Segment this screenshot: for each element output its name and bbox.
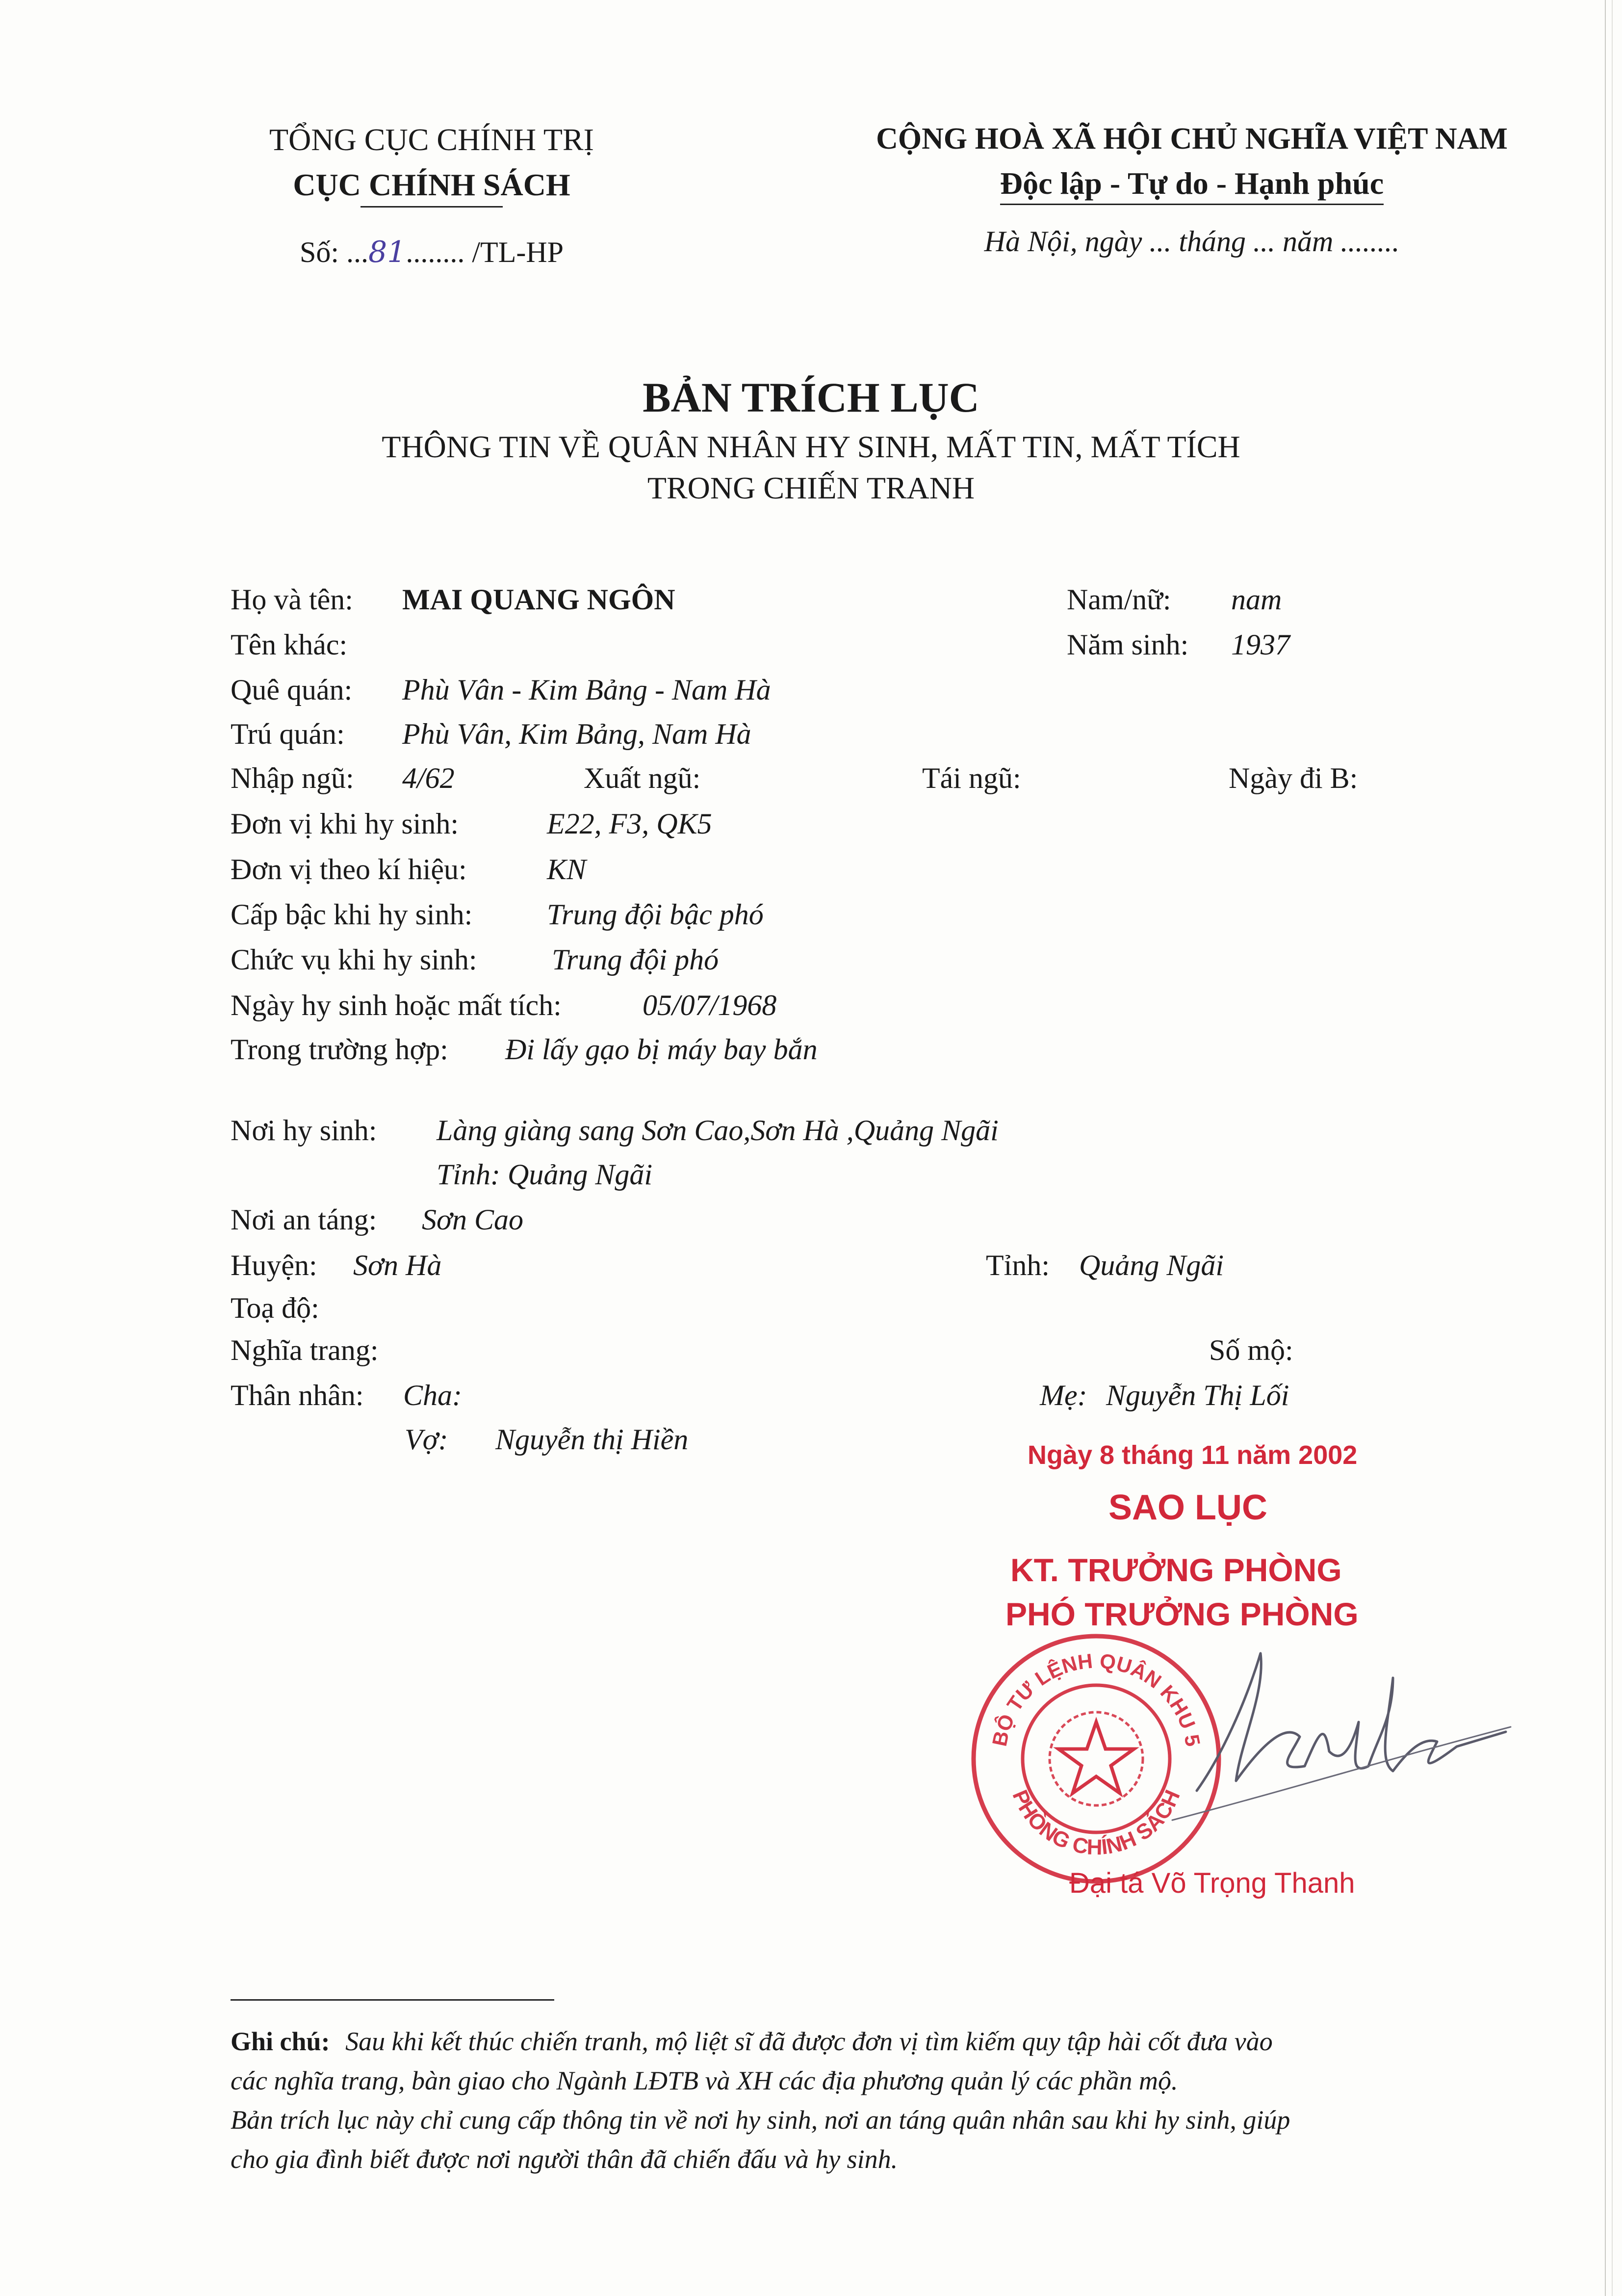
burial-label: Nơi an táng: — [231, 1203, 377, 1236]
hometown-label: Quê quán: — [231, 674, 353, 706]
document-subtitle-1: THÔNG TIN VỀ QUÂN NHÂN HY SINH, MẤT TIN, MẤT TÍCH — [382, 429, 1240, 464]
alias-label: Tên khác: — [231, 628, 348, 661]
rank-label: Cấp bậc khi hy sinh: — [231, 898, 473, 931]
seal-text-bottom: PHÒNG CHÍNH SÁCH — [1007, 1786, 1185, 1860]
province-label: Tỉnh: — [986, 1249, 1050, 1281]
header-right — [849, 122, 1535, 259]
authority-line1: KT. TRƯỞNG PHÒNG — [1010, 1552, 1342, 1588]
death-province-value: Tỉnh: Quảng Ngãi — [437, 1158, 653, 1191]
note-label: Ghi chú: — [231, 2027, 330, 2056]
signature — [1162, 1634, 1516, 1840]
rank-value: Trung đội bậc phó — [547, 898, 764, 931]
cemetery-label: Nghĩa trang: — [231, 1334, 379, 1366]
org-line2: CỤC CHÍNH SÁCH — [293, 167, 570, 202]
position-value: Trung đội phó — [552, 943, 719, 976]
circumstance-label: Trong trường hợp: — [231, 1033, 448, 1066]
unit-label: Đơn vị khi hy sinh: — [231, 808, 459, 840]
title-block — [0, 373, 1622, 506]
gender-value: nam — [1231, 583, 1282, 616]
father-label: Cha: — [403, 1379, 462, 1411]
footnote-divider — [231, 1999, 554, 2001]
province-value: Quảng Ngãi — [1079, 1249, 1224, 1281]
reenlist-label: Tái ngũ: — [922, 762, 1021, 794]
death-date-value: 05/07/1968 — [643, 989, 777, 1021]
mother-label: Mẹ: — [1040, 1379, 1087, 1411]
seal-text-top: BỘ TƯ LỆNH QUÂN KHU 5 — [987, 1649, 1205, 1748]
enlist-label: Nhập ngũ: — [231, 762, 354, 794]
residence-value: Phù Vân, Kim Bảng, Nam Hà — [402, 718, 751, 750]
circumstance-value: Đi lấy gạo bị máy bay bắn — [505, 1033, 818, 1066]
star-icon — [1058, 1722, 1134, 1793]
birth-year-label: Năm sinh: — [1067, 628, 1189, 661]
unit-code-label: Đơn vị theo kí hiệu: — [231, 853, 467, 886]
footnote-line3: Bản trích lục này chỉ cung cấp thông tin về nơi hy sinh, nơi an táng quân nhân sau khi hy sinh, giúp — [231, 2105, 1290, 2135]
place-date: Hà Nội, ngày ... tháng ... năm ........ — [984, 225, 1400, 258]
national-motto: Độc lập - Tự do - Hạnh phúc — [1000, 165, 1384, 205]
residence-label: Trú quán: — [231, 718, 345, 750]
document-title: BẢN TRÍCH LỤC — [643, 374, 979, 421]
name-label: Họ và tên: — [231, 583, 353, 616]
coords-label: Toạ độ: — [231, 1292, 319, 1324]
footnote-line4: cho gia đình biết được nơi người thân đã chiến đấu và hy sinh. — [231, 2144, 898, 2174]
grave-number-label: Số mộ: — [1209, 1334, 1293, 1366]
enlist-value: 4/62 — [402, 762, 455, 794]
relatives-label: Thân nhân: — [231, 1379, 364, 1411]
footnote-line2: các nghĩa trang, bàn giao cho Ngành LĐTB và XH các địa phương quản lý các phần mộ. — [231, 2066, 1178, 2095]
signer-name: Đại tá Võ Trọng Thanh — [1069, 1867, 1355, 1899]
scan-edge-line — [1612, 0, 1613, 2296]
org-underline — [360, 206, 503, 208]
name-value: MAI QUANG NGÔN — [402, 583, 675, 616]
handwritten-number: 81 — [368, 235, 406, 269]
discharge-label: Xuất ngũ: — [584, 762, 701, 794]
district-value: Sơn Hà — [353, 1249, 442, 1281]
position-label: Chức vụ khi hy sinh: — [231, 943, 477, 976]
document-number: Số: ...81........ /TL-HP — [299, 235, 564, 269]
authority-line2: PHÓ TRƯỞNG PHÒNG — [1005, 1596, 1359, 1632]
copy-label: SAO LỤC — [1108, 1488, 1267, 1527]
spouse-value: Nguyễn thị Hiền — [495, 1423, 689, 1456]
burial-value: Sơn Cao — [422, 1203, 524, 1236]
district-label: Huyện: — [231, 1249, 317, 1281]
country-name: CỘNG HOÀ XÃ HỘI CHỦ NGHĨA VIỆT NAM — [876, 122, 1508, 156]
birth-year-value: 1937 — [1231, 628, 1290, 661]
death-place-label: Nơi hy sinh: — [231, 1114, 377, 1147]
org-line1: TỔNG CỤC CHÍNH TRỊ — [269, 122, 594, 157]
gender-label: Nam/nữ: — [1067, 583, 1171, 616]
unit-code-value: KN — [547, 853, 587, 886]
hometown-value: Phù Vân - Kim Bảng - Nam Hà — [402, 674, 771, 706]
spouse-label: Vợ: — [405, 1423, 448, 1456]
scan-edge-line — [1605, 0, 1606, 2296]
document-subtitle-2: TRONG CHIẾN TRANH — [647, 470, 975, 505]
copy-date: Ngày 8 tháng 11 năm 2002 — [1028, 1440, 1358, 1470]
footnote-line1: Ghi chú: Sau khi kết thúc chiến tranh, mộ liệt sĩ đã được đơn vị tìm kiếm quy tập hài cốt đưa vào — [231, 2027, 1273, 2056]
header-left — [231, 122, 633, 269]
unit-value: E22, F3, QK5 — [547, 808, 712, 840]
death-place-value: Làng giàng sang Sơn Cao,Sơn Hà ,Quảng Ngãi — [437, 1114, 999, 1147]
death-date-label: Ngày hy sinh hoặc mất tích: — [231, 989, 562, 1021]
go-south-label: Ngày đi B: — [1229, 762, 1358, 794]
mother-value: Nguyễn Thị Lối — [1106, 1379, 1289, 1411]
